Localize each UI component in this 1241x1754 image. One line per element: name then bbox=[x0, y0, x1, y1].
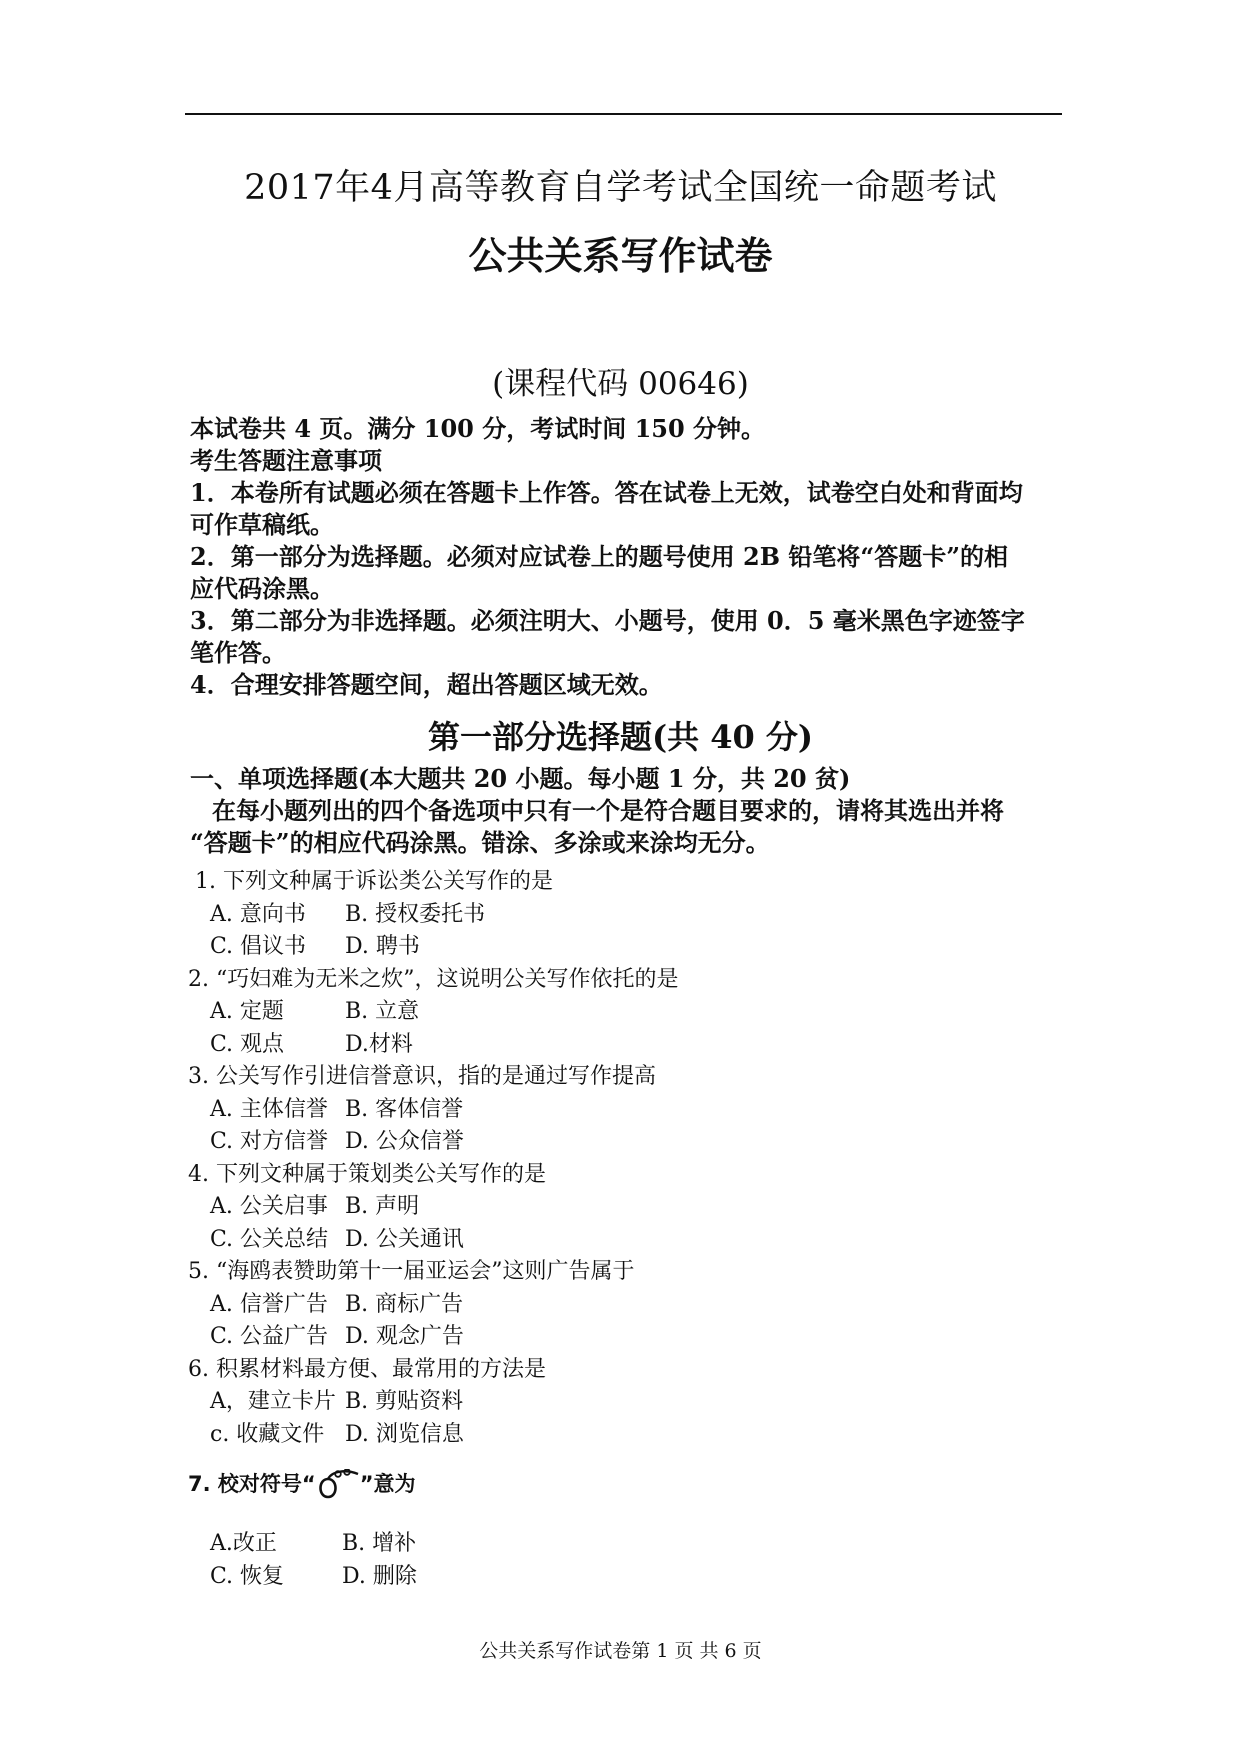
page-footer: 公共关系写作试卷第 1 页 共 6 页 bbox=[479, 1640, 762, 1662]
notice-line: 笔作答。 bbox=[190, 638, 286, 667]
option-c: C. 公益广告 bbox=[210, 1324, 329, 1349]
course-code: (课程代码 00646) bbox=[492, 366, 749, 402]
option-c: C. 恢复 bbox=[210, 1564, 285, 1589]
question-stem: 1. 下列文种属于诉讼类公关写作的是 bbox=[188, 869, 553, 894]
part-heading: 一、单项选择题(本大题共 20 小题。每小题 1 分，共 20 贫) bbox=[190, 764, 851, 793]
option-d: D. 公众信誉 bbox=[345, 1129, 464, 1154]
option-d: D. 删除 bbox=[342, 1564, 417, 1589]
option-d: D. 公关通讯 bbox=[345, 1226, 464, 1252]
notice-line: 2．第一部分为选择题。必须对应试卷上的题号使用 2B 铅笔将“答题卡”的相 bbox=[190, 542, 1009, 571]
question-7-stem bbox=[188, 1468, 1068, 1499]
option-a: A.改正 bbox=[210, 1531, 277, 1556]
option-b: B. 授权委托书 bbox=[345, 901, 486, 927]
option-c: C. 对方信誉 bbox=[210, 1129, 329, 1154]
option-c: C. 倡议书 bbox=[210, 934, 307, 959]
proofreading-mark-icon bbox=[316, 1469, 360, 1499]
notice-line: 应代码涂黑。 bbox=[190, 574, 334, 603]
question-stem: 3. 公关写作引进信誉意识，指的是通过写作提高 bbox=[188, 1064, 656, 1089]
question-7-stem-after: ”意为 bbox=[359, 1472, 416, 1496]
option-b: B. 立意 bbox=[345, 999, 420, 1024]
question bbox=[188, 964, 1068, 1062]
notice-line: 本试卷共 4 页。满分 100 分，考试时间 150 分钟。 bbox=[190, 414, 766, 443]
option-b: B. 剪贴资料 bbox=[345, 1389, 464, 1414]
question-7-stem-before: 7. 校对符号“ bbox=[188, 1472, 316, 1496]
question bbox=[188, 1159, 1068, 1257]
option-d: D. 聘书 bbox=[345, 934, 420, 959]
instruction-line: 在每小题列出的四个备选项中只有一个是符合题目要求的，请将其选出并将 bbox=[212, 796, 1004, 825]
question bbox=[188, 1061, 1068, 1159]
notice-line: 可作草稿纸。 bbox=[190, 510, 334, 539]
option-d: D. 观念广告 bbox=[345, 1324, 464, 1349]
option-a: A. 主体信誉 bbox=[210, 1096, 328, 1122]
notice-line: 4．合理安排答题空间，超出答题区域无效。 bbox=[190, 670, 663, 699]
section-title: 第一部分选择题(共 40 分) bbox=[427, 718, 814, 756]
question-stem: 4. 下列文种属于策划类公关写作的是 bbox=[188, 1161, 546, 1187]
instruction-line: “答题卡”的相应代码涂黑。错涂、多涂或来涂均无分。 bbox=[190, 828, 770, 857]
question-stem: 2. “巧妇难为无米之炊”，这说明公关写作依托的是 bbox=[188, 966, 679, 992]
option-d: D. 浏览信息 bbox=[345, 1421, 464, 1447]
instructions bbox=[190, 795, 1070, 859]
option-c: C. 公关总结 bbox=[210, 1226, 329, 1252]
option-c: C. 观点 bbox=[210, 1031, 285, 1057]
paper-title: 公共关系写作试卷 bbox=[468, 233, 773, 278]
option-b: B. 声明 bbox=[345, 1194, 420, 1219]
exam-title: 2017年4月高等教育自学考试全国统一命题考试 bbox=[244, 168, 997, 208]
option-c: c. 收藏文件 bbox=[210, 1421, 325, 1447]
option-b: B. 增补 bbox=[342, 1531, 417, 1556]
option-a: A. 定题 bbox=[210, 999, 284, 1024]
question bbox=[188, 866, 1068, 964]
question-stem: 6. 积累材料最方便、最常用的方法是 bbox=[188, 1356, 546, 1382]
option-b: B. 商标广告 bbox=[345, 1291, 464, 1317]
option-b: B. 客体信誉 bbox=[345, 1096, 464, 1122]
question-7-options bbox=[210, 1527, 1070, 1593]
option-a: A. 意向书 bbox=[210, 901, 306, 927]
option-a: A，建立卡片 bbox=[210, 1389, 336, 1414]
question bbox=[188, 1354, 1068, 1452]
notice-line: 考生答题注意事项 bbox=[190, 446, 382, 475]
notice-block bbox=[190, 413, 1070, 701]
option-a: A. 信誉广告 bbox=[210, 1291, 328, 1317]
notice-line: 3．第二部分为非选择题。必须注明大、小题号，使用 0．5 毫米黑色字迹签字 bbox=[190, 606, 1025, 635]
option-a: A. 公关启事 bbox=[210, 1194, 328, 1219]
notice-line: 1．本卷所有试题必须在答题卡上作答。答在试卷上无效，试卷空白处和背面均 bbox=[190, 478, 1023, 507]
option-d: D.材料 bbox=[345, 1031, 413, 1057]
top-rule bbox=[185, 113, 1062, 115]
question-stem: 5. “海鸥表赞助第十一届亚运会”这则广告属于 bbox=[188, 1259, 635, 1284]
question-list bbox=[188, 866, 1068, 1451]
question bbox=[188, 1256, 1068, 1354]
